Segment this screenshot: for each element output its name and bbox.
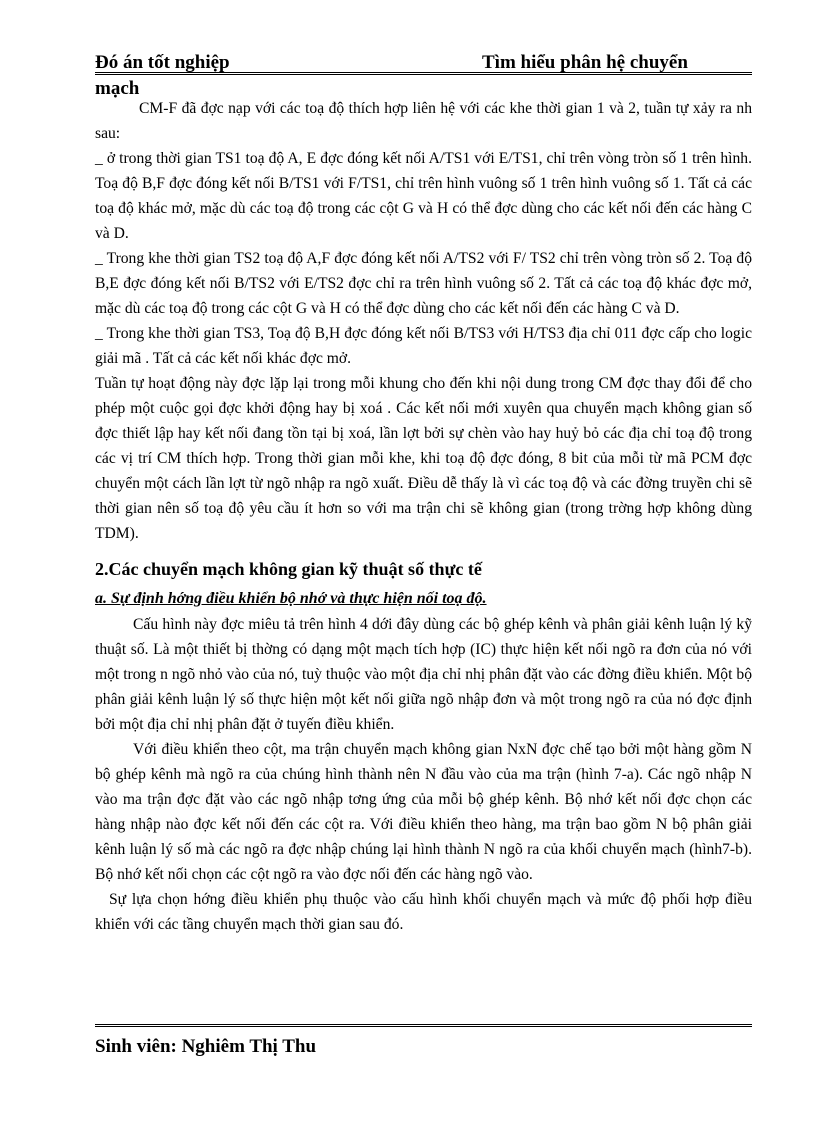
paragraph: _ Trong khe thời gian TS3, Toạ độ B,H đợc đóng kết nối B/TS3 với H/TS3 địa chỉ 011 đợc cấp cho logic giải mã . Tất cả các kết nối khác đợc mở. [95,325,752,367]
header-continuation: mạch [95,78,140,99]
footer-student-name: Sinh viên: Nghiêm Thị Thu [95,1036,317,1057]
header-right-title: Tìm hiểu phân hệ chuyển [482,52,688,73]
paragraph: _ Trong khe thời gian TS2 toạ độ A,F đợc đóng kết nối A/TS2 với F/ TS2 chỉ trên vòng tròn số 2. Toạ độ B,E đợc đóng kết nối B/TS2 với E/TS2 đợc chỉ ra trên hình vuông số 2. Tất cả các toạ độ khác đợc mở, mặc dù các toạ độ trong các cột G và H có thể đợc dùng cho các kết nối đến các hàng C và D. [95,250,752,317]
paragraph: Tuần tự hoạt động này đợc lặp lại trong mỗi khung cho đến khi nội dung trong CM đợc thay đổi để cho phép một cuộc gọi đợc khởi động hay bị xoá . Các kết nối mới xuyên qua chuyển mạch không gian số đợc thiết lập hay kết nối đang tồn tại bị xoá, lần lợt bởi sự chèn vào hay huỷ bỏ các địa chỉ toạ độ trong các vị trí CM thích hợp. Trong thời gian mỗi khe, khi toạ độ đợc đóng, 8 bit của mỗi từ mã PCM đợc chuyển một cách lần lợt từ ngõ nhập ra ngõ xuất. Điều dễ thấy là vì các toạ độ và các đờng truyền chi sẽ thời gian nên số toạ độ yêu cầu ít hơn so với ma trận chi sẽ không gian (trong trờng hợp không dùng TDM). [95,375,752,542]
paragraph: Cấu hình này đợc miêu tả trên hình 4 dới đây dùng các bộ ghép kênh và phân giải kênh luận lý kỹ thuật số. Là một thiết bị thờng có dạng một mạch tích hợp (IC) thực hiện kết nối ngõ ra đơn của nó với một trong n ngõ nhỏ vào của nó, tuỳ thuộc vào một địa chỉ nhị phân đặt vào các đờng điều khiển. Một bộ phân giải kênh luận lý số thực hiện một kết nối giữa ngõ nhập đơn và một trong ngõ ra của nó đợc định bởi một địa chỉ nhị phân đặt ở tuyến điều khiển. [95,616,752,733]
header-divider [95,72,752,75]
document-body [95,96,752,937]
paragraph: Với điều khiển theo cột, ma trận chuyển mạch không gian NxN đợc chế tạo bởi một hàng gồm N bộ ghép kênh mà ngõ ra của chúng hình thành nên N đầu vào của ma trận (hình 7-a). Các ngõ nhập N vào ma trận đợc đặt vào các ngõ nhập tơng ứng của mỗi bộ ghép kênh. Bộ nhớ kết nối đợc chọn các hàng nhập nào đợc kết nối đến các cột ra. Với điều khiển theo hàng, ma trận bao gồm N bộ phân giải kênh luận lý số mà các ngõ ra đợc nhập chúng lại hình thành N ngõ ra của khối chuyển mạch (hình7-b). Bộ nhớ kết nối chọn các cột ngõ ra vào đợc nối đến các hàng ngõ vào. [95,741,752,883]
subsection-heading: a. Sự định hớng điều khiển bộ nhớ và thực hiện nối toạ độ. [95,590,487,607]
paragraph: CM-F đã đợc nạp với các toạ độ thích hợp liên hệ với các khe thời gian 1 và 2, tuần tự xảy ra nh sau: [95,100,752,142]
footer-divider [95,1024,752,1027]
header-left-title: Đó án tốt nghiệp [95,52,230,73]
paragraph: Sự lựa chọn hớng điều khiển phụ thuộc vào cấu hình khối chuyển mạch và mức độ phối hợp điều khiển với các tầng chuyển mạch thời gian sau đó. [95,891,752,933]
paragraph: _ ở trong thời gian TS1 toạ độ A, E đợc đóng kết nối A/TS1 với E/TS1, chỉ trên vòng tròn số 1 trên hình. Toạ độ B,F đợc đóng kết nối B/TS1 với F/TS1, chỉ trên hình vuông số 1 trên hình vuông số 1. Tất cả các toạ độ khác mở, mặc dù các toạ độ trong các cột G và H có thể đợc dùng cho các kết nối đến các hàng C và D. [95,150,752,242]
section-heading: 2.Các chuyển mạch không gian kỹ thuật số thực tế [95,559,482,579]
